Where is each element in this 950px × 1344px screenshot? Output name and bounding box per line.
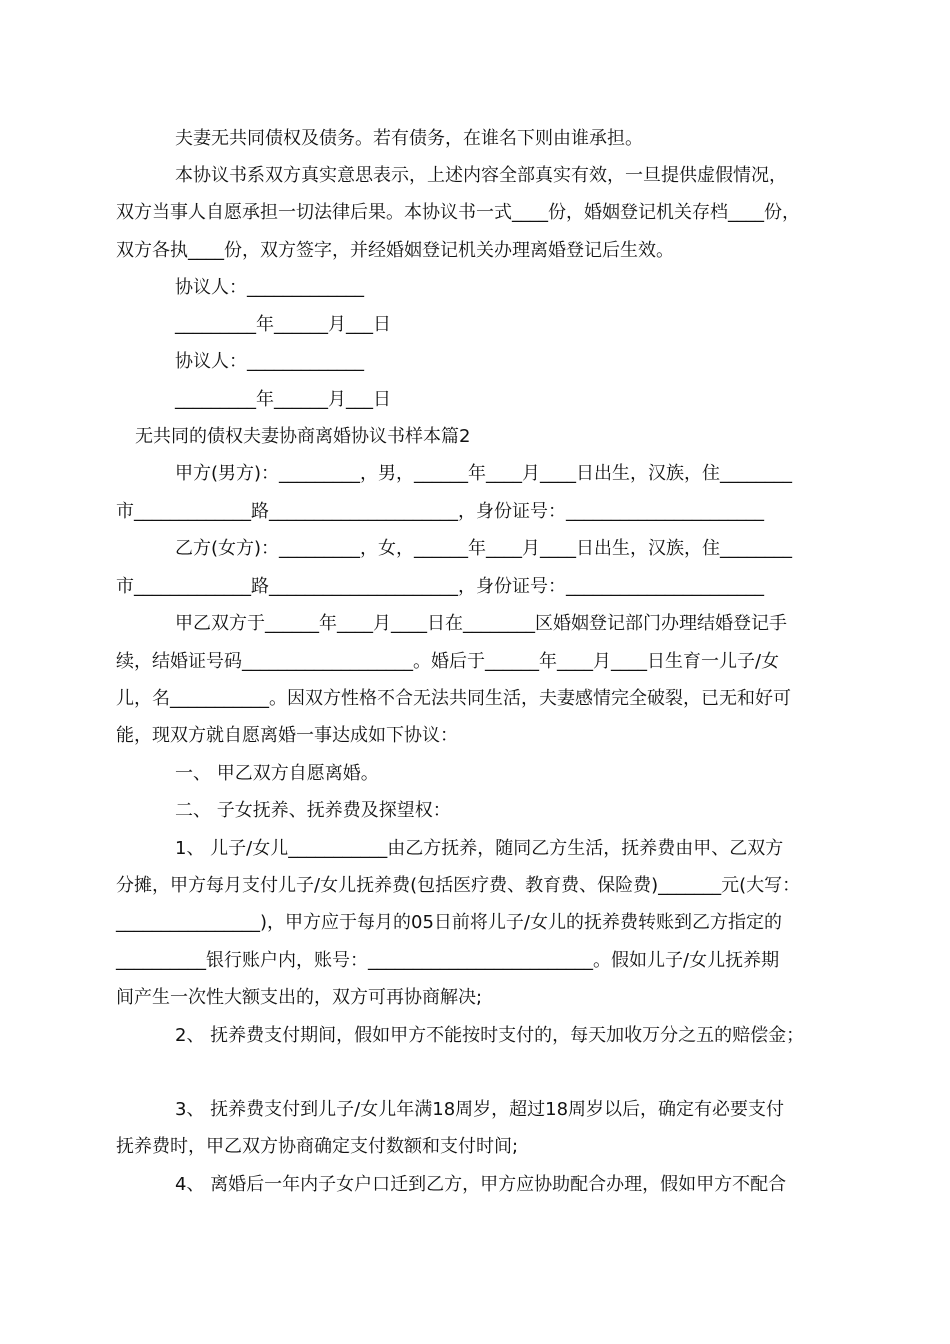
date-line: _________年______月___日	[175, 389, 391, 410]
text-line: 间产生一次性大额支出的，双方可再协商解决;	[116, 987, 483, 1008]
text-line: 市_____________路_____________________，身份证号：______________________	[116, 501, 764, 522]
text-line: 分摊，甲方每月支付儿子/女儿抚养费(包括医疗费、教育费、保险费)_______元(大写：	[116, 875, 801, 896]
text-line: 甲方(男方)：_________，男，______年____月____日出生，汉族，住________	[175, 463, 793, 484]
section-heading: 无共同的债权夫妻协商离婚协议书样本篇2	[135, 426, 471, 447]
text-line: 本协议书系双方真实意思表示，上述内容全部真实有效，一旦提供虚假情况，	[175, 165, 787, 186]
text-line: 乙方(女方)：_________，女，______年____月____日出生，汉族，住________	[175, 538, 793, 559]
text-line: 夫妻无共同债权及债务。若有债务，在谁名下则由谁承担。	[175, 128, 643, 149]
text-line: 甲乙双方于______年____月____日在________区婚姻登记部门办理结婚登记手	[175, 613, 787, 634]
text-line: 双方当事人自愿承担一切法律后果。本协议书一式____份，婚姻登记机关存档____份，	[116, 202, 800, 223]
date-line: _________年______月___日	[175, 314, 391, 335]
text-line: 3、 抚养费支付到儿子/女儿年满18周岁，超过18周岁以后，确定有必要支付	[175, 1099, 785, 1120]
text-line: 市_____________路_____________________，身份证号：______________________	[116, 576, 764, 597]
text-line: 能，现双方就自愿离婚一事达成如下协议：	[116, 725, 458, 746]
text-line: 抚养费时，甲乙双方协商确定支付数额和支付时间;	[116, 1136, 519, 1157]
text-line: 续，结婚证号码___________________。婚后于______年____月____日生育一儿子/女	[116, 651, 780, 672]
signature-line: 协议人：_____________	[175, 351, 364, 372]
text-line: 2、 抚养费支付期间，假如甲方不能按时支付的，每天加收万分之五的赔偿金；	[175, 1025, 805, 1046]
signature-line: 协议人：_____________	[175, 277, 364, 298]
text-line: 1、 儿子/女儿___________由乙方抚养，随同乙方生活，抚养费由甲、乙双方	[175, 838, 784, 859]
text-line: 4、 离婚后一年内子女户口迁到乙方，甲方应协助配合办理，假如甲方不配合	[175, 1174, 787, 1195]
text-line: 二、 子女抚养、抚养费及探望权：	[175, 800, 451, 821]
text-line: 双方各执____份，双方签字，并经婚姻登记机关办理离婚登记后生效。	[116, 240, 674, 261]
text-line: ________________)，甲方应于每月的05日前将儿子/女儿的抚养费转账到乙方指定的	[116, 912, 782, 933]
text-line: 一、 甲乙双方自愿离婚。	[175, 763, 379, 784]
text-line: __________银行账户内，账号：_________________________。假如儿子/女儿抚养期	[116, 950, 780, 971]
text-line: 儿，名___________。因双方性格不合无法共同生活，夫妻感情完全破裂，已无和好可	[116, 688, 791, 709]
